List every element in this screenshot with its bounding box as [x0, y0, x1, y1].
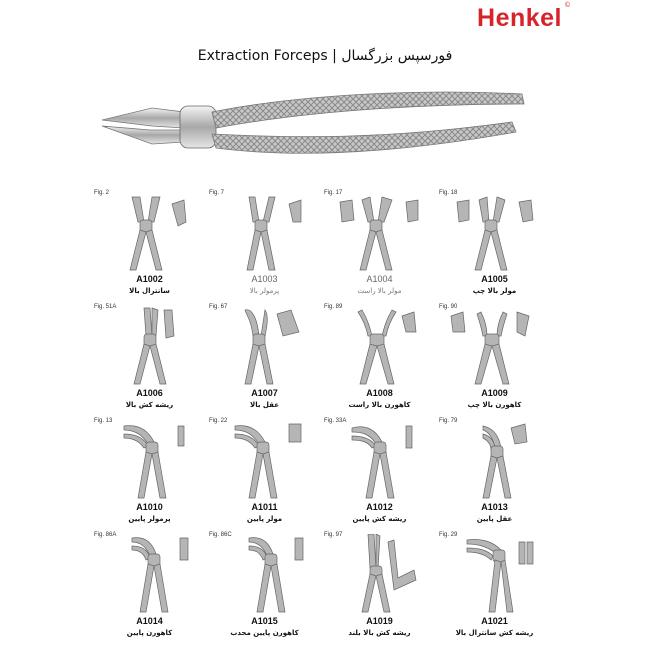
product-code: A1012: [366, 502, 393, 512]
fig-label: Fig. 67: [209, 304, 228, 310]
forceps-root-icon: [92, 306, 207, 386]
product-card: [322, 418, 437, 531]
product-code: A1004: [366, 274, 393, 284]
fig-label: Fig. 7: [209, 190, 225, 196]
product-description: ریشه کش بالا بلند: [348, 629, 411, 637]
forceps-lower-cowhorn-icon: [92, 534, 207, 614]
product-card: [92, 304, 207, 417]
product-card: [437, 532, 552, 645]
product-code: A1011: [251, 502, 278, 512]
product-description: پرمولر پایین: [128, 515, 171, 523]
page-title: Extraction Forceps | فورسپس بزرگسال: [197, 48, 453, 64]
fig-label: Fig. 86C: [209, 532, 232, 538]
forceps-upper-icon: [207, 192, 322, 272]
fig-label: Fig. 97: [324, 532, 343, 538]
product-card: [92, 418, 207, 531]
forceps-lower-root-icon: [322, 420, 437, 500]
fig-label: Fig. 17: [324, 190, 343, 196]
product-description: عقل پایین: [476, 515, 513, 523]
product-code: A1007: [251, 388, 278, 398]
product-description: سانترال بالا: [129, 287, 170, 295]
product-description: ریشه کش سانترال بالا: [455, 629, 534, 637]
hero-forceps-image: [92, 78, 532, 188]
product-card: [437, 190, 552, 303]
product-code: A1021: [481, 616, 508, 626]
fig-label: Fig. 2: [94, 190, 110, 196]
forceps-long-root-icon: [322, 534, 437, 614]
product-description: مولر بالا چپ: [472, 287, 517, 295]
product-description: ریشه کش بالا: [125, 401, 174, 409]
forceps-lower-cowhorn-icon: [207, 534, 322, 614]
product-description: عقل بالا: [250, 401, 279, 409]
product-card: [437, 304, 552, 417]
forceps-wisdom-icon: [207, 306, 322, 386]
product-description: مولر بالا راست: [357, 287, 402, 295]
product-card: [322, 304, 437, 417]
product-code: A1009: [481, 388, 508, 398]
product-code: A1010: [136, 502, 163, 512]
forceps-root-central-icon: [437, 534, 552, 614]
fig-label: Fig. 90: [439, 304, 458, 310]
product-card: [92, 190, 207, 303]
forceps-cowhorn-icon: [437, 306, 552, 386]
forceps-upper-icon: [322, 192, 437, 272]
product-description: کاهورن بالا راست: [348, 401, 411, 409]
forceps-lower-icon: [92, 420, 207, 500]
product-card: [207, 532, 322, 645]
product-description: کاهورن پایین: [126, 629, 173, 637]
product-description: کاهورن پایین محدب: [230, 629, 299, 637]
fig-label: Fig. 89: [324, 304, 343, 310]
forceps-upper-icon: [92, 192, 207, 272]
brand-registered-mark: ©: [564, 2, 570, 9]
product-code: A1019: [366, 616, 393, 626]
fig-label: Fig. 29: [439, 532, 458, 538]
fig-label: Fig. 33A: [324, 418, 347, 424]
product-code: A1005: [481, 274, 508, 284]
product-code: A1002: [136, 274, 163, 284]
fig-label: Fig. 22: [209, 418, 228, 424]
forceps-cowhorn-icon: [322, 306, 437, 386]
product-card: [207, 304, 322, 417]
forceps-lower-icon: [207, 420, 322, 500]
product-code: A1013: [481, 502, 508, 512]
product-description: کاهورن بالا چپ: [467, 401, 522, 409]
product-card: [322, 532, 437, 645]
fig-label: Fig. 79: [439, 418, 458, 424]
product-description: مولر پایین: [246, 515, 283, 523]
product-card: [207, 418, 322, 531]
product-description: ریشه کش پایین: [352, 515, 407, 523]
product-grid: [92, 190, 552, 645]
product-card: [322, 190, 437, 303]
product-code: A1015: [251, 616, 278, 626]
product-card: [437, 418, 552, 531]
product-code: A1006: [136, 388, 163, 398]
fig-label: Fig. 86A: [94, 532, 117, 538]
product-code: A1008: [366, 388, 393, 398]
product-description: پرمولر بالا: [249, 287, 280, 295]
product-card: [207, 190, 322, 303]
fig-label: Fig. 51A: [94, 304, 117, 310]
product-card: [92, 532, 207, 645]
forceps-upper-icon: [437, 192, 552, 272]
product-code: A1003: [251, 274, 278, 284]
fig-label: Fig. 18: [439, 190, 458, 196]
brand-logo: Henkel: [477, 4, 562, 32]
fig-label: Fig. 13: [94, 418, 113, 424]
forceps-lower-wisdom-icon: [437, 420, 552, 500]
product-code: A1014: [136, 616, 163, 626]
